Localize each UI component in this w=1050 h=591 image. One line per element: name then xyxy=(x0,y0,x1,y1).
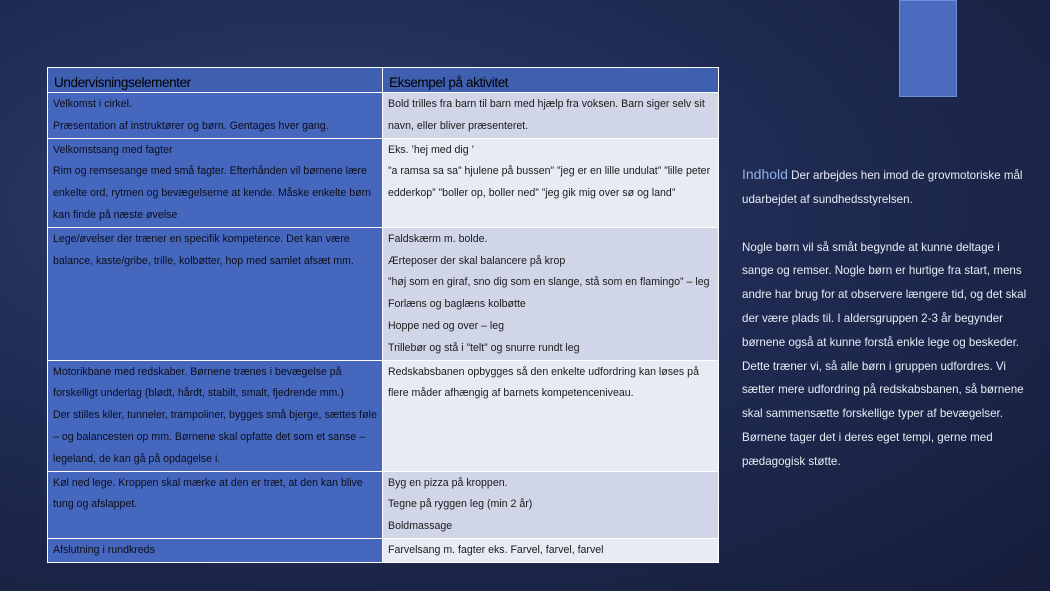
cell-line: Rim og remsesange med små fagter. Efterhånden vil børnene lære enkelte ord, rytmen og bevægelserne at kende. Måske enkelte børn kan finde på næste øvelse xyxy=(53,165,371,221)
cell-line: ”høj som en giraf, sno dig som en slange, stå som en flamingo” – leg xyxy=(388,276,710,289)
cell-line: Bold trilles fra barn til barn med hjælp fra voksen. Barn siger selv sit navn, eller bliver præsenteret. xyxy=(388,98,705,132)
accent-bar xyxy=(899,0,957,97)
table-row xyxy=(48,138,719,227)
intro-text: Der arbejdes hen imod de grovmotoriske mål udarbejdet af sundhedsstyrelsen. xyxy=(742,169,1023,206)
header-activity: Eksempel på aktivitet xyxy=(383,68,719,93)
cell-line: Trillebør og stå i ”telt” og snurre rundt leg xyxy=(388,341,580,354)
cell-line: Ærteposer der skal balancere på krop xyxy=(388,254,566,267)
element-cell xyxy=(48,471,383,538)
cell-line: Eks. ’hej med dig ’ xyxy=(388,143,474,156)
cell-line: Byg en pizza på kroppen. xyxy=(388,476,508,489)
table-row xyxy=(48,227,719,360)
table-row xyxy=(48,360,719,471)
table-row xyxy=(48,471,719,538)
content-heading: Indhold xyxy=(742,166,788,182)
intro-paragraph xyxy=(742,163,1032,212)
cell-line: Tegne på ryggen leg (min 2 år) xyxy=(388,498,533,511)
activity-table xyxy=(47,67,719,563)
activity-cell xyxy=(383,93,719,139)
element-cell xyxy=(48,138,383,227)
cell-line: Køl ned lege. Kroppen skal mærke at den er træt, at den kan blive tung og afslappet. xyxy=(53,476,363,511)
cell-line: Redskabsbanen opbygges så den enkelte udfordring kan løses på flere måder afhængig af barnets kompetenceniveau. xyxy=(388,365,699,400)
activity-cell xyxy=(383,538,719,562)
element-cell xyxy=(48,227,383,360)
cell-line: Faldskærm m. bolde. xyxy=(388,232,488,245)
cell-line: Forlæns og baglæns kolbøtte xyxy=(388,298,526,311)
header-elements: Undervisningselementer xyxy=(48,68,383,93)
activity-cell xyxy=(383,360,719,471)
cell-line: Velkomst i cirkel. xyxy=(53,98,132,110)
table-row xyxy=(48,538,719,562)
cell-line: Der stilles kiler, tunneler, trampoliner, bygges små bjerge, sættes føle – og balancesten op mm. Børnene skal opfatte det som et sanse – legeland, de kan gå på opdagelse i. xyxy=(53,409,377,465)
activity-cell xyxy=(383,227,719,360)
table-header-row xyxy=(48,68,719,93)
cell-line: Velkomstsang med fagter xyxy=(53,143,173,156)
activity-cell xyxy=(383,471,719,538)
cell-line: ”a ramsa sa sa” hjulene på bussen” ”jeg er en lille undulat” ”lille peter edderkop” ”boller op, boller ned” ”jeg gik mig over sø og land” xyxy=(388,165,711,200)
cell-line: Hoppe ned og over – leg xyxy=(388,319,505,332)
cell-line: Præsentation af instruktører og børn. Gentages hver gang. xyxy=(53,119,329,132)
element-cell xyxy=(48,93,383,139)
cell-line: Boldmassage xyxy=(388,520,453,533)
cell-line: Afslutning i rundkreds xyxy=(53,543,155,556)
activity-cell xyxy=(383,138,719,227)
element-cell xyxy=(48,360,383,471)
cell-line: Lege/øvelser der træner en specifik kompetence. Det kan være balance, kaste/gribe, trille, kolbøtter, hop med samlet afsæt mm. xyxy=(53,232,354,267)
table-row xyxy=(48,93,719,139)
body-paragraph: Nogle børn vil så småt begynde at kunne deltage i sange og remser. Nogle børn er hurtige fra start, mens andre har brug for at observere længere tid, og det skal der være plads til. I aldersgruppen 2-3 år begynder børnene også at kunne forstå enkle lege og beskeder. Dette træner vi, så alle børn i gruppen udfordres. Vi sætter mere udfordring på redskabsbanen, så børnene skal sammensætte forskellige typer af bevægelser. Børnene tager det i deres eget tempi, gerne med pædagogisk støtte. xyxy=(742,240,1027,468)
cell-line: Motorikbane med redskaber. Børnene trænes i bevægelse på forskelligt underlag (blødt, hårdt, stabilt, smalt, fjedrende mm.) xyxy=(53,365,344,400)
element-cell xyxy=(48,538,383,562)
cell-line: Farvelsang m. fagter eks. Farvel, farvel, farvel xyxy=(388,543,604,556)
content-description xyxy=(742,163,1032,474)
